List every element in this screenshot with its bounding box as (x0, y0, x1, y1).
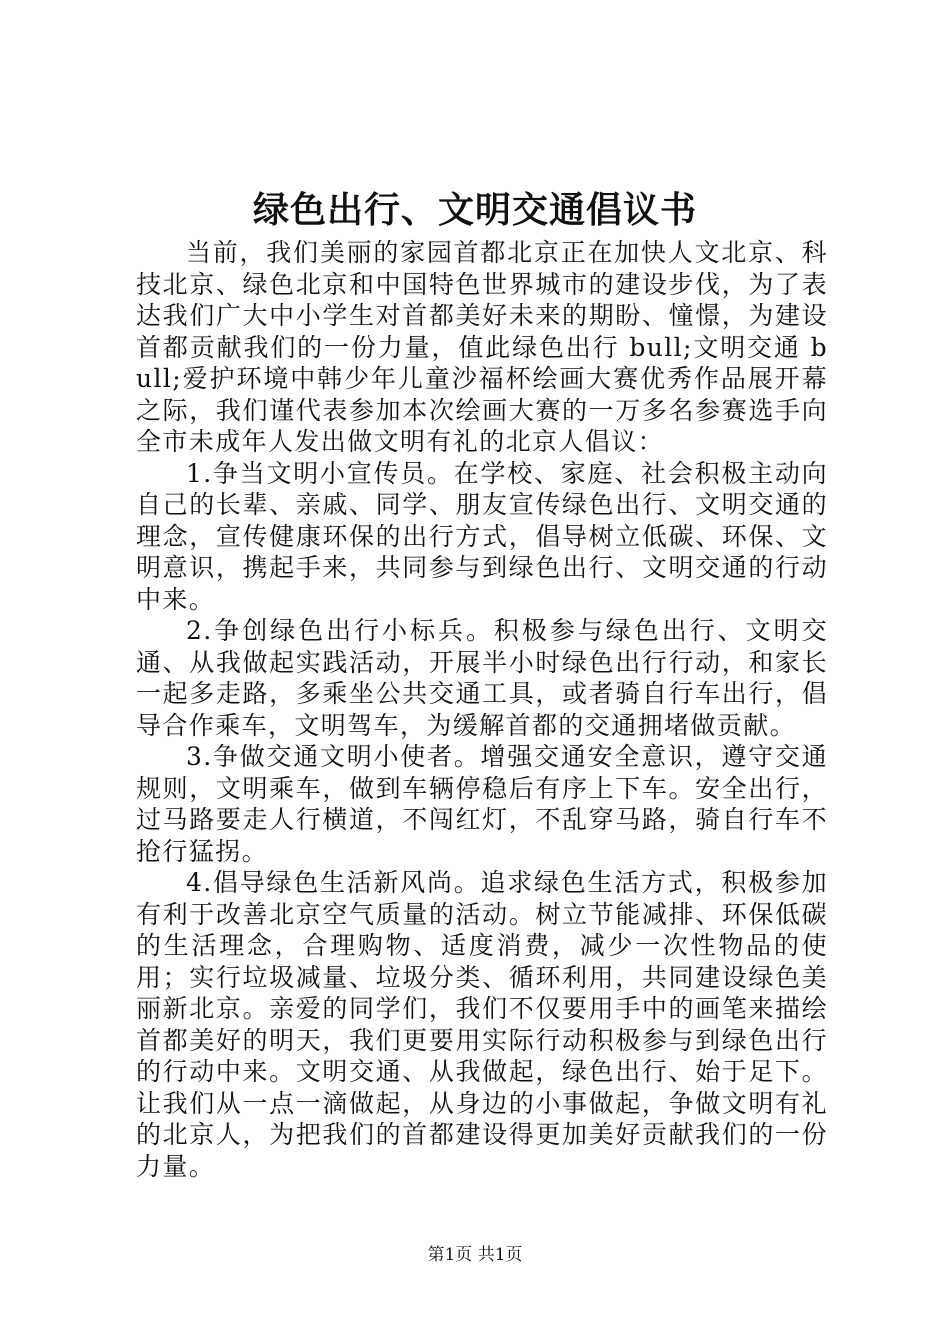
page-number-footer: 第1页 共1页 (427, 1245, 523, 1265)
intro-paragraph: 当前，我们美丽的家园首都北京正在加快人文北京、科技北京、绿色北京和中国特色世界城市的建设步伐，为了表达我们广大中小学生对首都美好未来的期盼、憧憬，为建设首都贡献我们的一份力量，值此绿色出行 bull;文明交通 bull;爱护环境中韩少年儿童沙福杯绘画大赛优秀作品展开幕之际，我们谨代表参加本次绘画大赛的一万多名参赛选手向全市未成年人发出做文明有礼的北京人倡议： (136, 238, 828, 456)
proposal-item-3: 3.争做交通文明小使者。增强交通安全意识，遵守交通规则，文明乘车，做到车辆停稳后有序上下车。安全出行，过马路要走人行横道，不闯红灯，不乱穿马路，骑自行车不抢行猛拐。 (136, 742, 828, 866)
proposal-item-1: 1.争当文明小宣传员。在学校、家庭、社会积极主动向自己的长辈、亲戚、同学、朋友宣传绿色出行、文明交通的理念，宣传健康环保的出行方式，倡导树立低碳、环保、文明意识，携起手来，共同参与到绿色出行、文明交通的行动中来。 (136, 458, 828, 614)
document-title: 绿色出行、文明交通倡议书 (252, 189, 697, 231)
proposal-item-4: 4.倡导绿色生活新风尚。追求绿色生活方式，积极参加有利于改善北京空气质量的活动。树立节能减排、环保低碳的生活理念，合理购物、适度消费，减少一次性物品的使用；实行垃圾减量、垃圾分类、循环利用，共同建设绿色美丽新北京。亲爱的同学们，我们不仅要用手中的画笔来描绘首都美好的明天，我们更要用实际行动积极参与到绿色出行的行动中来。文明交通、从我做起，绿色出行、始于足下。让我们从一点一滴做起，从身边的小事做起，争做文明有礼的北京人，为把我们的首都建设得更加美好贡献我们的一份力量。 (136, 868, 828, 1181)
document-body (136, 237, 828, 1182)
proposal-item-2: 2.争创绿色出行小标兵。积极参与绿色出行、文明交通、从我做起实践活动，开展半小时绿色出行行动，和家长一起多走路，多乘坐公共交通工具，或者骑自行车出行，倡导合作乘车，文明驾车，为缓解首都的交通拥堵做贡献。 (136, 616, 828, 740)
